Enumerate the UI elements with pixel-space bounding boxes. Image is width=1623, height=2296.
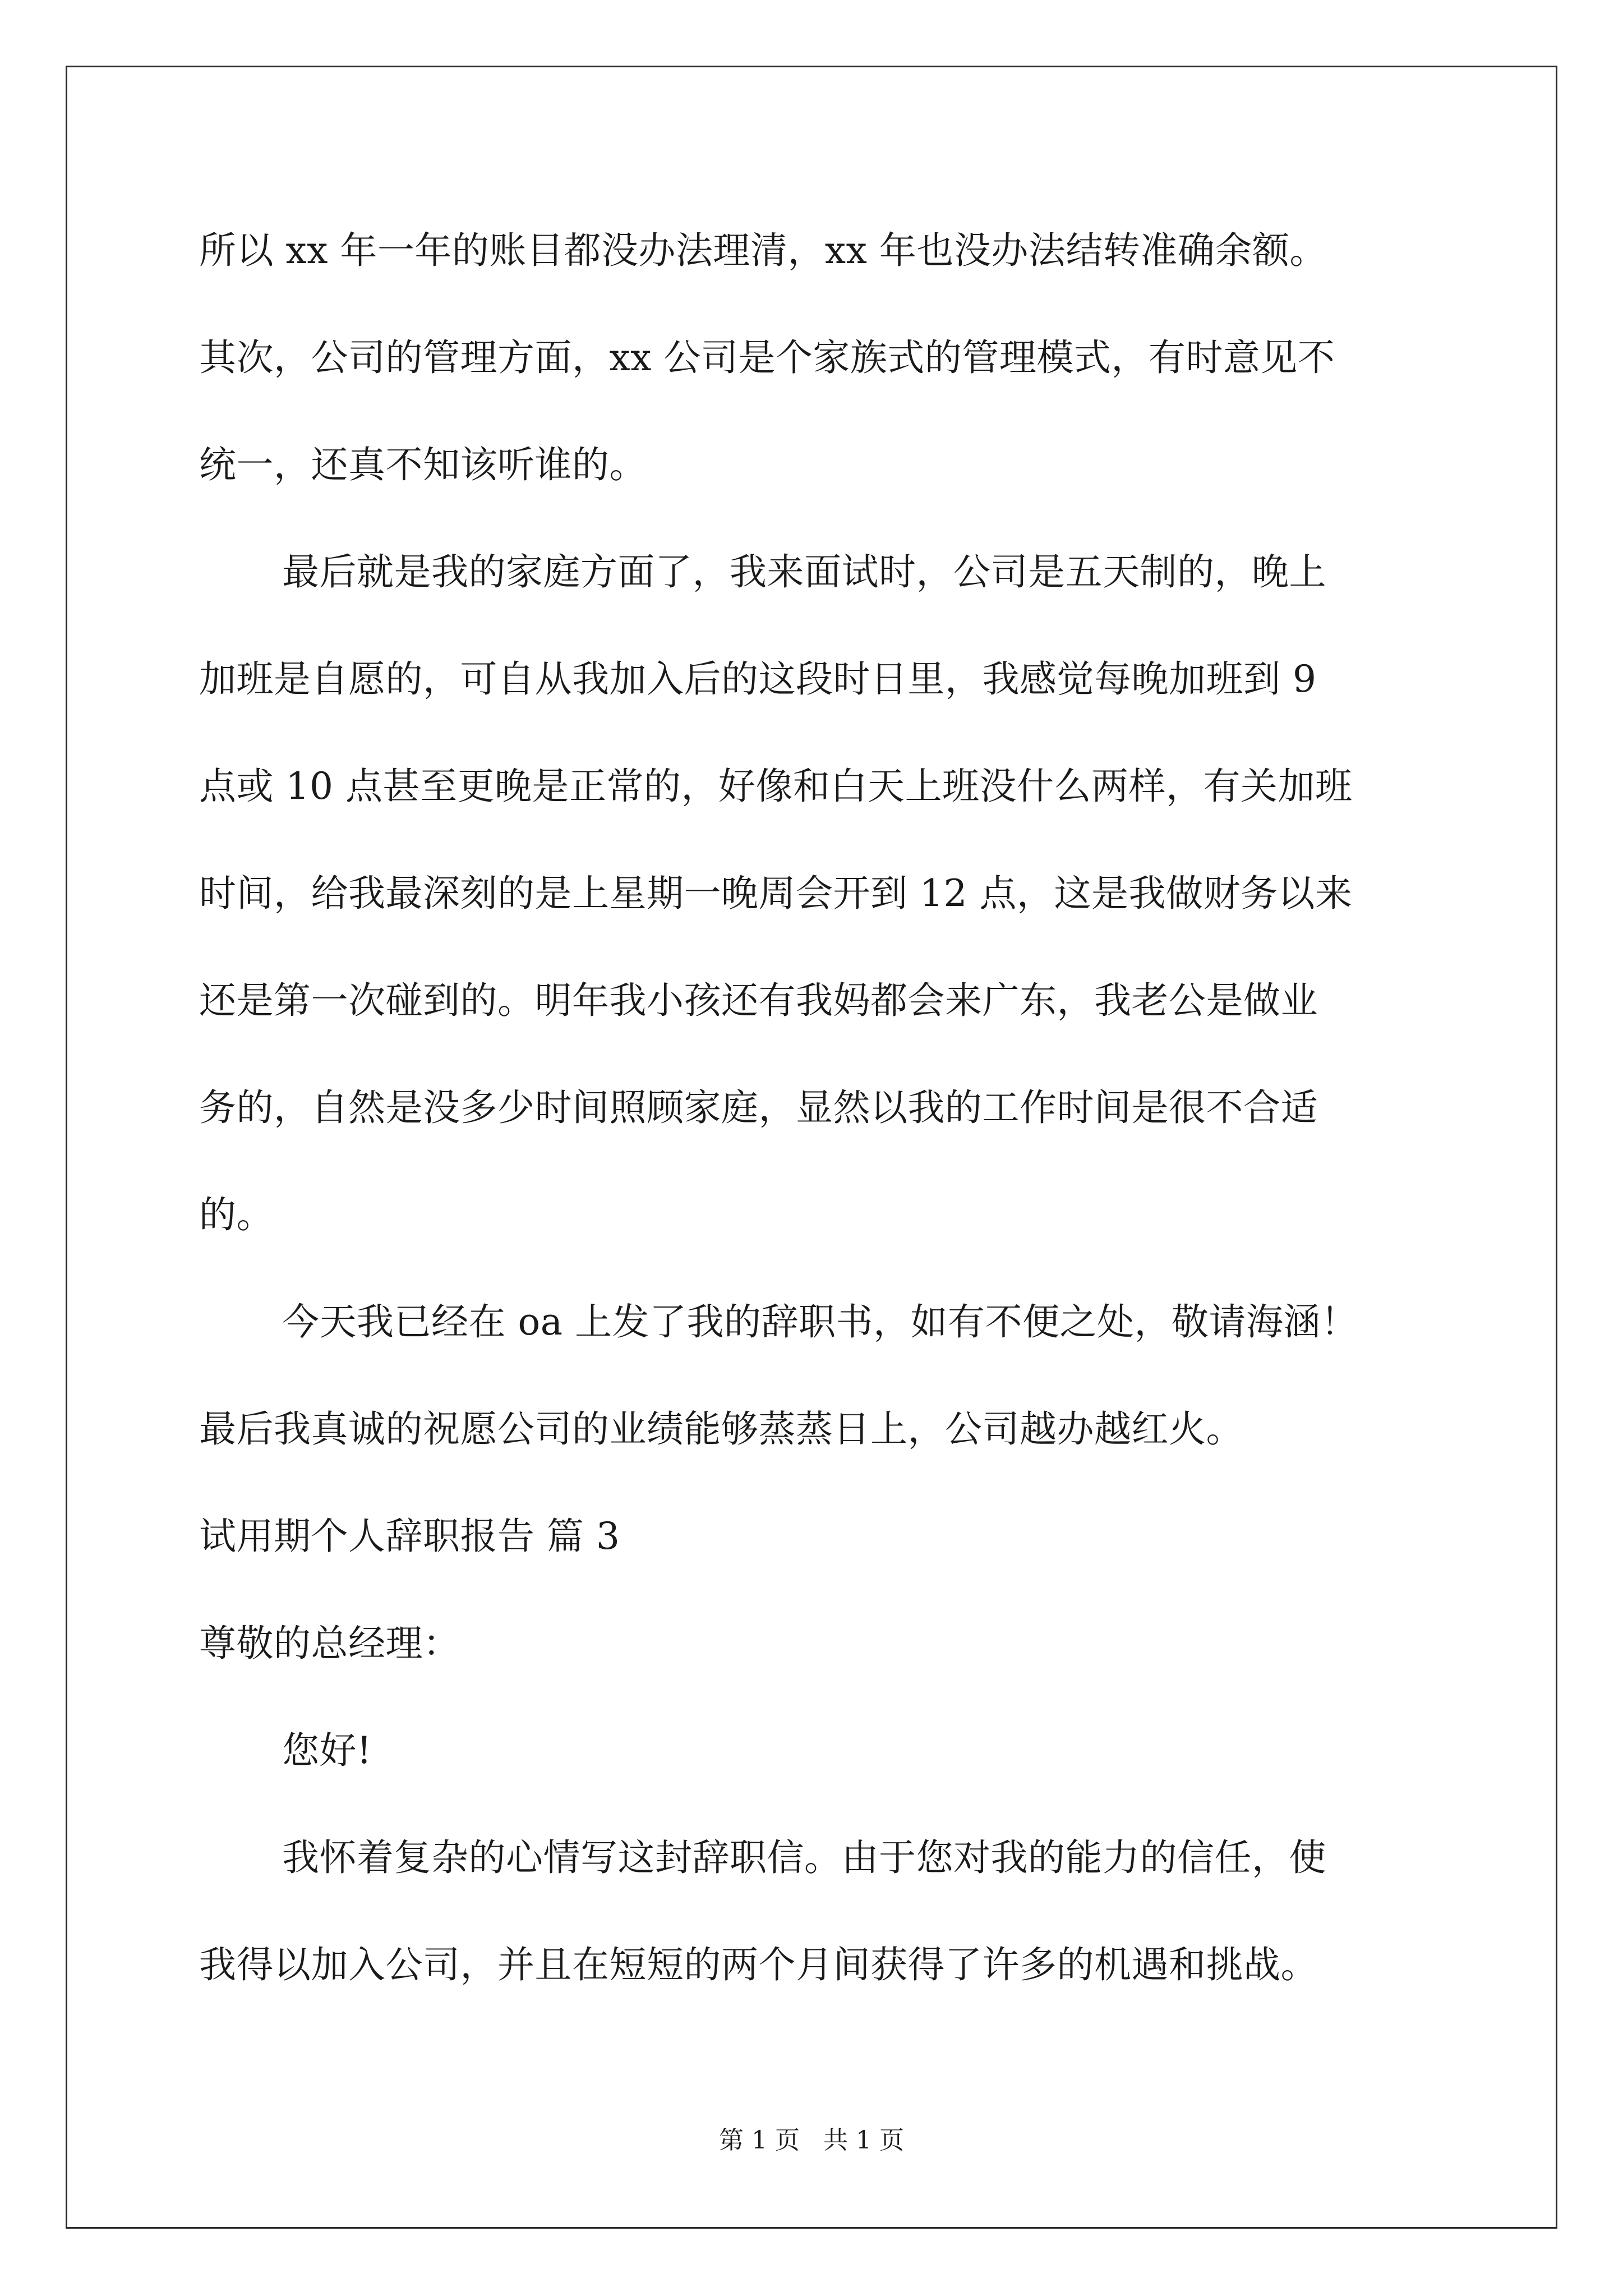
body-line-5: 加班是自愿的，可自从我加入后的这段时日里，我感觉每晚加班到 9 <box>199 657 1317 701</box>
body-line-10: 的。 <box>199 1193 274 1236</box>
body-line-7: 时间，给我最深刻的是上星期一晚周会开到 12 点，这是我做财务以来 <box>199 872 1353 915</box>
body-line-2: 其次，公司的管理方面，xx 公司是个家族式的管理模式，有时意见不 <box>199 336 1335 379</box>
page-footer: 第 1 页 共 1 页 <box>719 2126 904 2155</box>
greeting: 您好! <box>282 1729 372 1772</box>
page-border <box>66 66 1557 2229</box>
body-line-4: 最后就是我的家庭方面了，我来面试时，公司是五天制的，晚上 <box>282 550 1326 593</box>
body-line-14: 我得以加入公司，并且在短短的两个月间获得了许多的机遇和挑战。 <box>199 1943 1318 1986</box>
body-line-13: 我怀着复杂的心情写这封辞职信。由于您对我的能力的信任，使 <box>282 1836 1326 1879</box>
body-line-6: 点或 10 点甚至更晚是正常的，好像和白天上班没什么两样，有关加班 <box>199 765 1353 808</box>
body-line-1: 所以 xx 年一年的账目都没办法理清，xx 年也没办法结转准确余额。 <box>199 229 1327 272</box>
body-line-3: 统一，还真不知该听谁的。 <box>199 443 647 486</box>
body-line-9: 务的，自然是没多少时间照顾家庭，显然以我的工作时间是很不合适 <box>199 1086 1318 1129</box>
salutation: 尊敬的总经理： <box>199 1622 460 1665</box>
body-line-12: 最后我真诚的祝愿公司的业绩能够蒸蒸日上，公司越办越红火。 <box>199 1407 1243 1451</box>
body-line-11: 今天我已经在 oa 上发了我的辞职书，如有不便之处，敬请海涵！ <box>282 1300 1358 1343</box>
body-line-8: 还是第一次碰到的。明年我小孩还有我妈都会来广东，我老公是做业 <box>199 979 1318 1022</box>
section-heading: 试用期个人辞职报告 篇 3 <box>199 1515 620 1558</box>
